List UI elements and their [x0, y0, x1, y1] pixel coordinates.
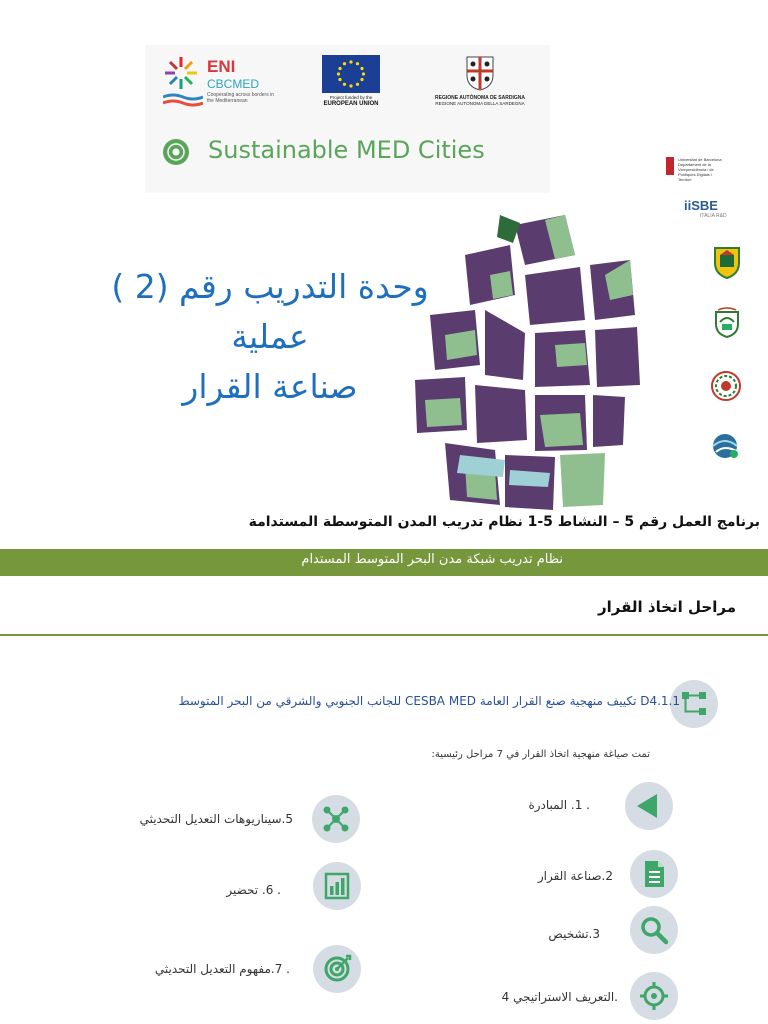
section-divider	[0, 634, 768, 636]
round-seal-icon	[710, 370, 742, 402]
eu-name: EUROPEAN UNION	[323, 101, 379, 107]
step-2-circle	[630, 850, 678, 898]
crosshair-icon	[630, 972, 678, 1020]
step-1-label: . 1. المبادرة	[528, 798, 590, 812]
step-4-circle	[630, 972, 678, 1020]
sardinia-shield-icon	[465, 55, 495, 91]
step-1-circle	[625, 782, 673, 830]
globe-logo-icon	[708, 430, 742, 462]
eni-wave-icon	[163, 93, 203, 107]
methodology-phases-note: تمت صياغة منهجية اتخاذ القرار في 7 مراحل رئيسية:	[431, 749, 650, 760]
eni-burst-icon	[163, 55, 199, 91]
sustainable-med-icon	[162, 138, 190, 166]
step-6-circle	[313, 862, 361, 910]
step-3-circle	[630, 906, 678, 954]
banner-text: نظام تدريب شبكة مدن البحر المتوسط المستدام	[301, 552, 563, 567]
bar-chart-icon	[313, 862, 361, 910]
municipality-emblem-icon	[712, 306, 742, 338]
partner-text: Universitat de Barcelona Departament de la Vicepresidència i de Polítiques Digitals i Territori	[678, 157, 722, 182]
eni-subtitle: CBCMED	[207, 77, 260, 91]
play-icon	[625, 782, 673, 830]
training-unit-title	[60, 262, 480, 412]
title-line-2: عملية	[231, 317, 309, 356]
program-name: Sustainable MED Cities	[208, 136, 485, 164]
step-4-label: .التعريف الاستراتيجي 4	[501, 990, 618, 1004]
title-line-3: صناعة القرار	[182, 367, 358, 406]
eu-flag-icon	[322, 55, 380, 93]
partner-flag-icon	[666, 157, 674, 175]
title-line-1: وحدة التدريب رقم (2 )	[111, 267, 429, 306]
eu-caption: Project funded by the	[329, 95, 373, 100]
step-3-label: 3.تشخيص	[548, 927, 600, 941]
iisbe-sub: ITALIA R&D	[700, 213, 727, 219]
step-5-circle	[312, 795, 360, 843]
target-icon	[313, 945, 361, 993]
step-6-label: . 6. تحضير	[226, 883, 281, 897]
search-icon	[630, 906, 678, 954]
step-7-label: . 7.مفهوم التعديل التحديثي	[154, 962, 290, 976]
partner-logo-barcelona	[662, 155, 722, 182]
municipality-shield-icon	[712, 245, 742, 279]
step-2-label: 2.صناعة القرار	[537, 869, 613, 883]
eu-logo	[320, 55, 382, 110]
step-7-circle	[313, 945, 361, 993]
sardinia-logo	[432, 55, 528, 110]
iisbe-logo: iiSBE	[684, 198, 718, 213]
eni-cbcmed-logo	[163, 55, 283, 115]
sardinia-line1: REGIONE AUTÒNOMA DE SARDIGNA	[435, 95, 525, 101]
section-title: مراحل اتخاذ القرار	[598, 598, 736, 616]
step-5-label: 5.سيناريوهات التعديل التحديثي	[139, 812, 293, 826]
eni-tagline: Cooperating across borders in the Mediterranean	[207, 92, 274, 104]
eni-title: ENI	[207, 57, 236, 76]
network-icon	[312, 795, 360, 843]
methodology-intro: D4.1.1 تكييف منهجية صنع القرار العامة CESBA MED للجانب الجنوبي والشرقي من البحر المتوسط	[178, 694, 680, 708]
document-icon	[630, 850, 678, 898]
work-package-subtitle: برنامج العمل رقم 5 – النشاط 5-1 نظام تدريب المدن المتوسطة المستدامة	[248, 514, 760, 530]
sardinia-line2: REGIONE AUTONOMA DELLA SARDEGNA	[435, 101, 525, 106]
